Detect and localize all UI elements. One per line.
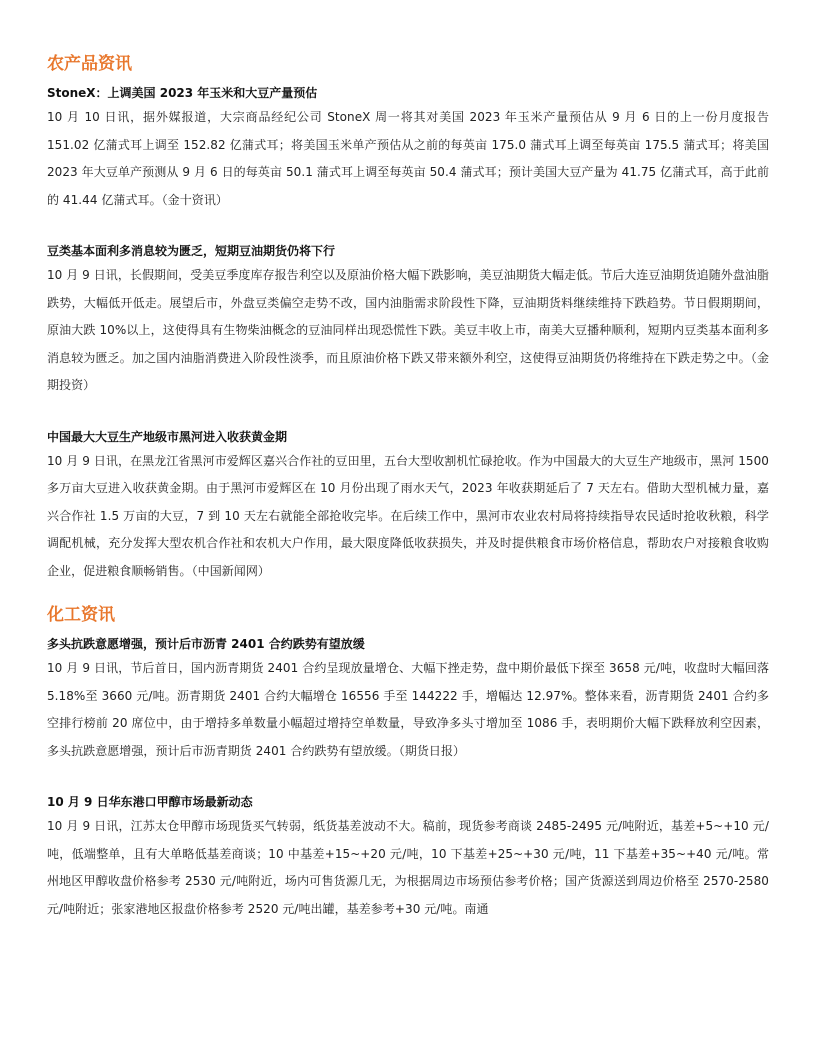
article-body: 10 月 10 日讯，据外媒报道，大宗商品经纪公司 StoneX 周一将其对美国 2023 年玉米产量预估从 9 月 6 日的上一份月度报告 151.02 亿蒲式耳上调至 152.82 亿蒲式耳；将美国玉米单产预估从之前的每英亩 175.0 蒲式耳上调至每英亩 175.5 蒲式耳；将美国 2023 年大豆单产预测从 9 月 6 日的每英亩 50.1 蒲式耳上调至每英亩 50.4 蒲式耳；预计美国大豆产量为 41.75 亿蒲式耳，高于此前的 41.44 亿蒲式耳。（金十资讯） <box>47 110 769 207</box>
document-page <box>47 48 769 923</box>
article-title: 10 月 9 日华东港口甲醇市场最新动态 <box>47 795 253 809</box>
article-heihe-harvest <box>47 424 769 586</box>
article-methanol <box>47 789 769 923</box>
article-stonex <box>47 80 769 214</box>
article-body: 10 月 9 日讯，在黑龙江省黑河市爱辉区嘉兴合作社的豆田里，五台大型收割机忙碌抢收。作为中国最大的大豆生产地级市，黑河 1500 多万亩大豆进入收获黄金期。由于黑河市爱辉区在 10 月份出现了雨水天气，2023 年收获期延后了 7 天左右。借助大型机械力量，嘉兴合作社 1.5 万亩的大豆，7 到 10 天左右就能全部抢收完毕。在后续工作中，黑河市农业农村局将持续指导农民适时抢收秋粮，科学调配机械，充分发挥大型农机合作社和农机大户作用，最大限度降低收获损失，并及时提供粮食市场价格信息，帮助农户对接粮食收购企业，促进粮食顺畅销售。（中国新闻网） <box>47 453 769 578</box>
article-title: StoneX：上调美国 2023 年玉米和大豆产量预估 <box>47 86 318 100</box>
article-soybean-oil <box>47 238 769 400</box>
article-title: 中国最大大豆生产地级市黑河进入收获黄金期 <box>47 429 288 444</box>
article-body: 10 月 9 日讯，节后首日，国内沥青期货 2401 合约呈现放量增仓、大幅下挫走势，盘中期价最低下探至 3658 元/吨，收盘时大幅回落 5.18%至 3660 元/吨。沥青期货 2401 合约大幅增仓 16556 手至 144222 手，增幅达 12.97%。整体来看，沥青期货 2401 合约多空排行榜前 20 席位中，由于增持多单数量小幅超过增持空单数量，导致净多头寸增加至 1086 手，表明期价大幅下跌释放利空因素，多头抗跌意愿增强，预计后市沥青期货 2401 合约跌势有望放缓。（期货日报） <box>47 661 769 758</box>
article-title: 多头抗跌意愿增强，预计后市沥青 2401 合约跌势有望放缓 <box>47 637 365 651</box>
article-body: 10 月 9 日讯，长假期间，受美豆季度库存报告利空以及原油价格大幅下跌影响，美豆油期货大幅走低。节后大连豆油期货追随外盘油脂跌势，大幅低开低走。展望后市，外盘豆类偏空走势不改，国内油脂需求阶段性下降，豆油期货料继续维持下跌趋势。节日假期期间，原油大跌 10%以上，这使得具有生物柴油概念的豆油同样出现恐慌性下跌。美豆丰收上市，南美大豆播种顺利，短期内豆类基本面利多消息较为匮乏。加之国内油脂消费进入阶段性淡季，而且原油价格下跌又带来额外利空，这使得豆油期货仍将维持在下跌走势之中。（金期投资） <box>47 268 769 392</box>
article-title: 豆类基本面利多消息较为匮乏，短期豆油期货仍将下行 <box>47 244 336 258</box>
section-title-agriculture: 农产品资讯 <box>47 54 132 74</box>
article-asphalt <box>47 631 769 765</box>
section-title-chemical: 化工资讯 <box>47 605 115 625</box>
article-body: 10 月 9 日讯，江苏太仓甲醇市场现货买气转弱，纸货基差波动不大。稿前，现货参考商谈 2485-2495 元/吨附近，基差+5~+10 元/吨，低端整单，且有大单略低基差商谈；10 中基差+15~+20 元/吨，10 下基差+25~+30 元/吨，11 下基差+35~+40 元/吨。常州地区甲醇收盘价格参考 2530 元/吨附近，场内可售货源几无，为根据周边市场预估参考价格；国产货源送到周边价格至 2570-2580 元/吨附近；张家港地区报盘价格参考 2520 元/吨出罐，基差参考+30 元/吨。南通 <box>47 819 769 916</box>
